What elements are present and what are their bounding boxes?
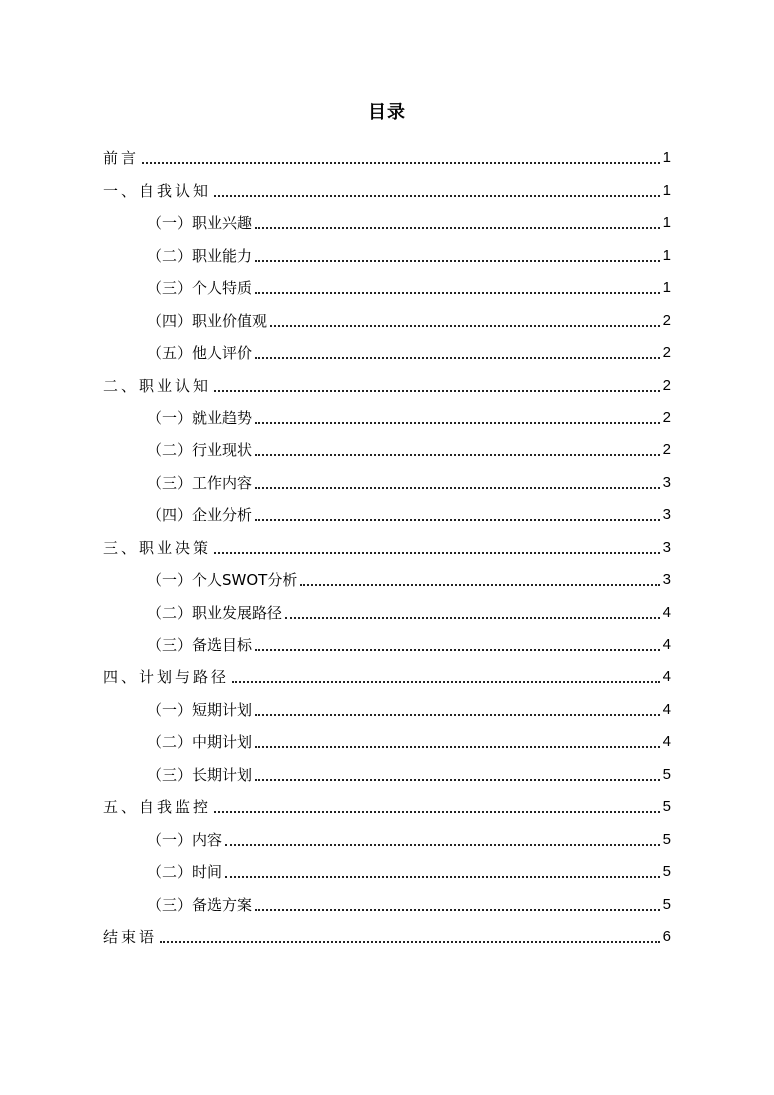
toc-entry-text: （一）就业趋势 (147, 408, 253, 427)
toc-entry-text: （二）中期计划 (147, 733, 253, 752)
toc-page-number: 1 (662, 246, 671, 264)
toc-entry[interactable] (103, 400, 671, 432)
toc-page-number: 4 (662, 636, 671, 653)
toc-entry[interactable] (103, 724, 671, 756)
toc-dot-leader (214, 810, 660, 813)
toc-entry-text: （一）短期计划 (147, 700, 253, 719)
toc-page-number: 4 (662, 603, 671, 621)
toc-dot-leader (255, 713, 660, 716)
toc-entry-text: （三）备选方案 (147, 895, 253, 914)
toc-page-number: 5 (662, 895, 671, 913)
toc-dot-leader (255, 518, 660, 521)
toc-entry[interactable] (103, 237, 671, 269)
toc-dot-leader (255, 226, 660, 229)
toc-dot-leader (270, 324, 660, 327)
toc-entry-text: （二）职业能力 (147, 246, 253, 265)
toc-title: 目录 (368, 102, 406, 123)
toc-entry[interactable] (103, 497, 671, 529)
toc-entry-text: 五、自我监控 (103, 798, 212, 817)
toc-page-number: 3 (662, 571, 671, 589)
toc-entry-text: （五）他人评价 (147, 344, 253, 363)
toc-dot-leader (255, 648, 660, 651)
toc-entry[interactable] (103, 335, 671, 367)
toc-entry[interactable] (103, 432, 671, 464)
toc-entry[interactable] (103, 789, 671, 821)
toc-entry[interactable] (103, 886, 671, 918)
toc-entry-text: （一）个人SWOT分析 (147, 571, 298, 590)
toc-entry[interactable] (103, 302, 671, 334)
toc-dot-leader (142, 161, 660, 164)
toc-page-number: 4 (662, 700, 671, 718)
toc-page-number: 5 (662, 798, 671, 816)
toc-entry-text: （三）工作内容 (147, 473, 253, 492)
toc-page-number: 1 (662, 214, 671, 232)
toc-entry-text: （一）内容 (147, 830, 223, 849)
toc-dot-leader (255, 486, 660, 489)
toc-dot-leader (255, 745, 660, 748)
toc-entry-text: （四）职业价值观 (147, 311, 268, 330)
toc-entry[interactable] (103, 562, 671, 594)
toc-page-number: 4 (662, 733, 671, 751)
toc-entry-text: （四）企业分析 (147, 506, 253, 525)
toc-dot-leader (214, 551, 660, 554)
toc-page-number: 2 (662, 408, 671, 426)
toc-dot-leader (255, 421, 660, 424)
toc-page-number: 5 (662, 830, 671, 848)
toc-page-number: 1 (662, 181, 671, 199)
toc-entry-text: （一）职业兴趣 (147, 214, 253, 233)
toc-entry-text: （二）行业现状 (147, 441, 253, 460)
toc-entry[interactable] (103, 627, 671, 659)
toc-entry[interactable] (103, 756, 671, 788)
toc-dot-leader (300, 583, 659, 586)
toc-page-number: 2 (662, 344, 671, 362)
toc-entry-text: （三）个人特质 (147, 279, 253, 298)
toc-entry-text: 结束语 (103, 927, 158, 946)
toc-page-number: 2 (662, 376, 671, 394)
toc-page-number: 3 (662, 538, 671, 556)
toc-entry[interactable] (103, 464, 671, 496)
toc-entry[interactable] (103, 172, 671, 204)
toc-entry-text: （三）备选目标 (147, 636, 253, 654)
toc-page-number: 5 (662, 863, 671, 881)
toc-entry-text: 四、计划与路径 (103, 668, 230, 687)
toc-dot-leader (232, 680, 660, 683)
toc-entry-text: 三、职业决策 (103, 538, 212, 557)
toc-dot-leader (255, 908, 660, 911)
toc-entry-text: （二）职业发展路径 (147, 603, 283, 622)
toc-dot-leader (225, 843, 660, 846)
toc-entry[interactable] (103, 140, 671, 172)
toc-dot-leader (160, 940, 660, 943)
toc-page-number: 1 (662, 279, 671, 297)
toc-page-number: 5 (662, 765, 671, 783)
toc-entry[interactable] (103, 821, 671, 853)
toc-entry[interactable] (103, 529, 671, 561)
toc-entry[interactable] (103, 659, 671, 691)
toc-dot-leader (255, 453, 660, 456)
toc-list (103, 140, 671, 951)
toc-dot-leader (255, 259, 660, 262)
toc-entry-text: 前言 (103, 149, 140, 168)
toc-dot-leader (255, 356, 660, 359)
toc-entry-text: （三）长期计划 (147, 765, 253, 784)
toc-page-number: 4 (662, 668, 671, 686)
toc-entry[interactable] (103, 919, 671, 951)
toc-entry[interactable] (103, 691, 671, 723)
toc-dot-leader (225, 875, 660, 878)
toc-page-number: 1 (662, 149, 671, 167)
toc-dot-leader (255, 778, 660, 781)
toc-dot-leader (285, 616, 660, 619)
toc-entry[interactable] (103, 854, 671, 886)
toc-entry[interactable] (103, 205, 671, 237)
toc-dot-leader (214, 194, 660, 197)
toc-page-number: 2 (662, 441, 671, 459)
toc-entry[interactable] (103, 594, 671, 626)
toc-entry-text: 一、自我认知 (103, 181, 212, 200)
toc-page-number: 3 (662, 473, 671, 491)
toc-dot-leader (255, 291, 660, 294)
toc-entry-text: 二、职业认知 (103, 376, 212, 395)
toc-entry-text: （二）时间 (147, 863, 223, 882)
toc-page-number: 6 (662, 927, 671, 945)
toc-entry[interactable] (103, 367, 671, 399)
toc-dot-leader (214, 389, 660, 392)
toc-entry[interactable] (103, 270, 671, 302)
toc-page-number: 2 (662, 311, 671, 329)
toc-page-number: 3 (662, 506, 671, 524)
